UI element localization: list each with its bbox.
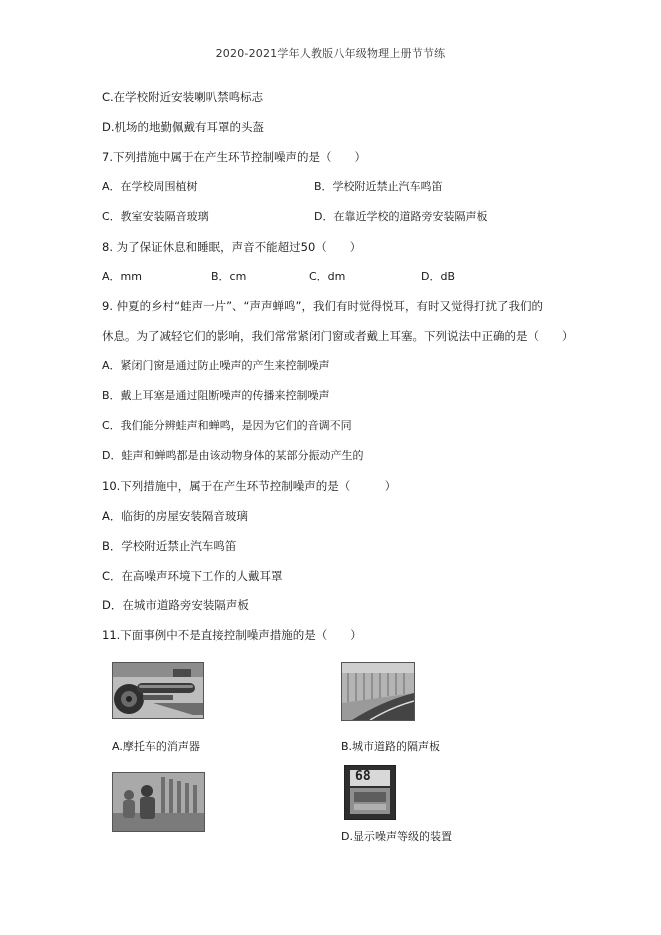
q11-option-b: B.城市道路的隔声板 bbox=[341, 740, 441, 753]
q9-stem-line1: 9. 仲夏的乡村“蛙声一片”、“声声蝉鸣”，我们有时觉得悦耳，有时又觉得打扰了我们的 bbox=[102, 299, 543, 313]
q7-option-a: A．在学校周围植树 bbox=[102, 180, 198, 193]
q10-stem: 10.下列措施中，属于在产生环节控制噪声的是（ ） bbox=[102, 479, 397, 493]
sound-barrier-image bbox=[341, 662, 415, 721]
factory-worker-image bbox=[112, 772, 205, 832]
q9-stem-line2: 休息。为了减轻它们的影响，我们常常紧闭门窗或者戴上耳塞。下列说法中正确的是（ ） bbox=[102, 329, 574, 343]
q6-option-d: D.机场的地勤佩戴有耳罩的头盔 bbox=[102, 120, 265, 134]
q9-option-b: B．戴上耳塞是通过阻断噪声的传播来控制噪声 bbox=[102, 389, 330, 402]
q11-option-d: D.显示噪声等级的装置 bbox=[341, 830, 452, 843]
q9-option-d: D．蛙声和蝉鸣都是由该动物身体的某部分振动产生的 bbox=[102, 449, 364, 462]
page-header: 2020-2021学年人教版八年级物理上册节节练 bbox=[215, 47, 446, 60]
q8-option-d: D．dB bbox=[421, 270, 455, 283]
q11-option-a: A.摩托车的消声器 bbox=[112, 740, 200, 753]
q7-stem: 7.下列措施中属于在产生环节控制噪声的是（ ） bbox=[102, 150, 366, 164]
q8-option-c: C．dm bbox=[309, 270, 346, 283]
q7-option-d: D．在靠近学校的道路旁安装隔声板 bbox=[314, 210, 488, 223]
motorcycle-muffler-image bbox=[112, 662, 204, 719]
noise-meter-image bbox=[344, 765, 396, 820]
q7-option-c: C．教室安装隔音玻璃 bbox=[102, 210, 209, 223]
noise-meter-reading: 68 bbox=[355, 769, 371, 784]
q10-option-c: C．在高噪声环境下工作的人戴耳罩 bbox=[102, 569, 283, 583]
q9-option-a: A．紧闭门窗是通过防止噪声的产生来控制噪声 bbox=[102, 359, 330, 372]
q10-option-d: D．在城市道路旁安装隔声板 bbox=[102, 598, 249, 612]
q8-option-a: A．mm bbox=[102, 270, 142, 283]
q7-option-b: B．学校附近禁止汽车鸣笛 bbox=[314, 180, 443, 193]
q6-option-c: C.在学校附近安装喇叭禁鸣标志 bbox=[102, 90, 264, 104]
q8-stem: 8. 为了保证休息和睡眠，声音不能超过50（ ） bbox=[102, 240, 362, 254]
q9-option-c: C．我们能分辨蛙声和蝉鸣，是因为它们的音调不同 bbox=[102, 419, 352, 432]
q10-option-a: A．临街的房屋安装隔音玻璃 bbox=[102, 509, 248, 523]
q11-stem: 11.下面事例中不是直接控制噪声措施的是（ ） bbox=[102, 628, 362, 642]
q8-option-b: B．cm bbox=[211, 270, 247, 283]
q10-option-b: B．学校附近禁止汽车鸣笛 bbox=[102, 539, 237, 553]
